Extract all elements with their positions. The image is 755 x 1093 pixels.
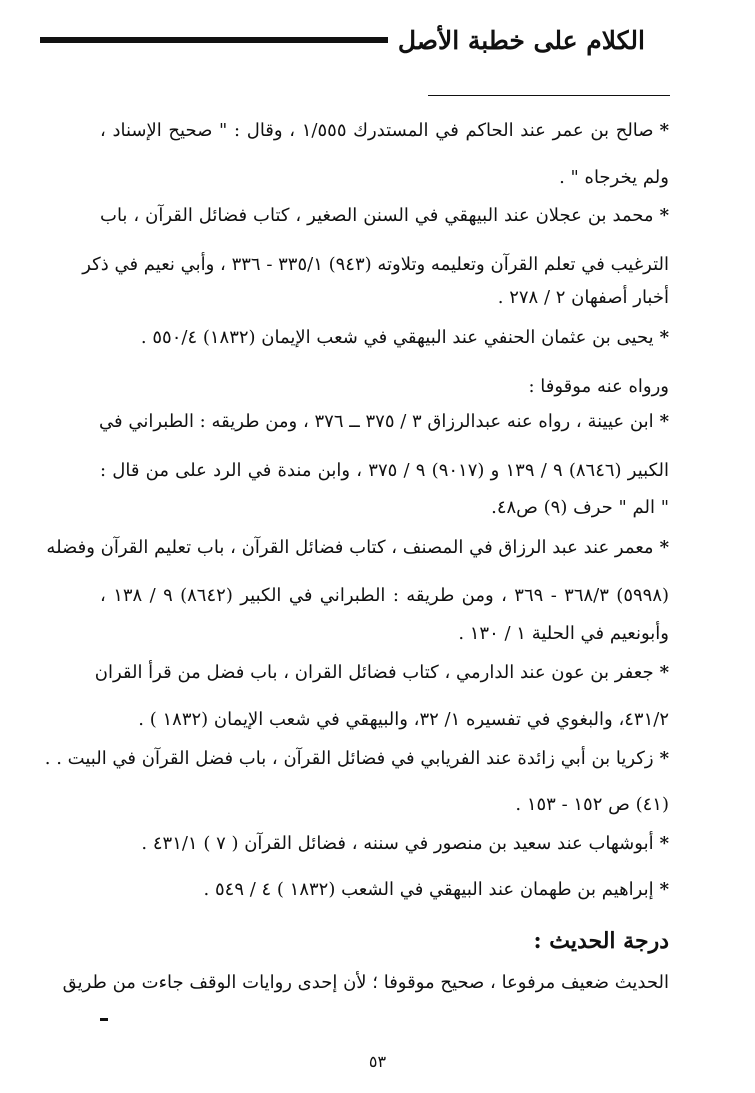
bullet-marker: * — [659, 662, 669, 683]
text-line — [100, 374, 669, 400]
line-text: الكبير (٨٦٤٦) ٩ / ١٣٩ و (٩٠١٧) ٩ / ٣٧٥ ، وابن مندة في الرد على من قال : — [100, 460, 669, 481]
continuation-dash — [100, 1018, 108, 1021]
bullet-marker: * — [659, 205, 669, 226]
text-line — [100, 495, 669, 521]
running-header — [40, 18, 645, 62]
bullet-marker: * — [659, 833, 669, 854]
line-text: " الم " حرف (٩) ص٤٨. — [491, 497, 669, 518]
text-line — [100, 409, 669, 435]
line-text: الترغيب في تعلم القرآن وتعليمه وتلاوته (٩٤٣) ٣٣٥/١ - ٣٣٦ ، وأبي نعيم في ذكر — [82, 254, 669, 275]
line-text: (٥٩٩٨) ٣٦٨/٣ - ٣٦٩ ، ومن طريقه : الطبراني في الكبير (٨٦٤٢) ٩ / ١٣٨ ، — [100, 585, 670, 606]
text-line — [82, 252, 669, 278]
line-text: جعفر بن عون عند الدارمي ، كتاب فضائل القران ، باب فضل من قرأ القران — [94, 662, 654, 683]
bullet-marker: * — [659, 748, 669, 769]
header-title: الكلام على خطبة الأصل — [397, 25, 645, 55]
line-text: الحديث ضعيف مرفوعا ، صحيح موقوفا ؛ لأن إحدى روايات الوقف جاءت من طريق — [62, 972, 669, 993]
text-line — [100, 325, 669, 351]
line-text: (٤١) ص ١٥٢ - ١٥٣ . — [515, 794, 669, 815]
text-line — [100, 621, 669, 647]
line-text: إبراهيم بن طهمان عند البيهقي في الشعب (١٨٣٢ ) ٤ / ٥٤٩ . — [203, 879, 654, 900]
line-text: وأبونعيم في الحلية ١ / ١٣٠ . — [458, 623, 669, 644]
text-line — [100, 458, 669, 484]
bullet-marker: * — [659, 120, 669, 141]
bullet-marker: * — [659, 411, 669, 432]
text-line — [100, 203, 669, 229]
line-text: زكريا بن أبي زائدة عند الفريابي في فضائل القرآن ، باب فضل القرآن في البيت . . — [44, 748, 654, 769]
line-text: ٤٣١/٢، والبغوي في تفسيره ١/ ٣٢، والبيهقي في شعب الإيمان (١٨٣٢ ) . — [138, 709, 669, 730]
line-text: يحيى بن عثمان الحنفي عند البيهقي في شعب الإيمان (١٨٣٢) ٥٥٠/٤ . — [140, 327, 654, 348]
bullet-marker: * — [659, 537, 669, 558]
text-line — [100, 792, 669, 818]
line-text: أبوشهاب عند سعيد بن منصور في سننه ، فضائل القرآن ( ٧ ) ٤٣١/١ . — [141, 833, 654, 854]
text-line — [100, 877, 669, 903]
line-text: أخبار أصفهان ٢ / ٢٧٨ . — [497, 287, 669, 308]
bullet-marker: * — [659, 879, 669, 900]
text-line — [46, 535, 669, 561]
line-text: صالح بن عمر عند الحاكم في المستدرك ١/٥٥٥ ، وقال : " صحيح الإسناد ، — [100, 120, 654, 141]
bullet-marker: * — [659, 327, 669, 348]
text-line — [62, 970, 669, 996]
text-line — [94, 660, 669, 686]
text-line — [100, 583, 669, 609]
line-text: معمر عند عبد الرزاق في المصنف ، كتاب فضائل القرآن ، باب تعليم القرآن وفضله — [46, 537, 654, 558]
footnote-separator — [428, 95, 670, 96]
line-text: ولم يخرجاه " . — [559, 167, 669, 188]
text-line — [100, 707, 669, 733]
header-rule — [40, 37, 388, 43]
page-number: ٥٣ — [368, 1052, 387, 1071]
line-text: ابن عيينة ، رواه عنه عبدالرزاق ٣ / ٣٧٥ ــ ٣٧٦ ، ومن طريقه : الطبراني في — [98, 411, 654, 432]
section-heading: درجة الحديث : — [533, 928, 669, 954]
text-line — [100, 118, 669, 144]
text-line — [100, 831, 669, 857]
text-line — [100, 165, 669, 191]
text-line — [100, 285, 669, 311]
line-text: محمد بن عجلان عند البيهقي في السنن الصغير ، كتاب فضائل القرآن ، باب — [100, 205, 654, 226]
line-text: ورواه عنه موقوفا : — [528, 376, 669, 397]
text-line — [44, 746, 669, 772]
